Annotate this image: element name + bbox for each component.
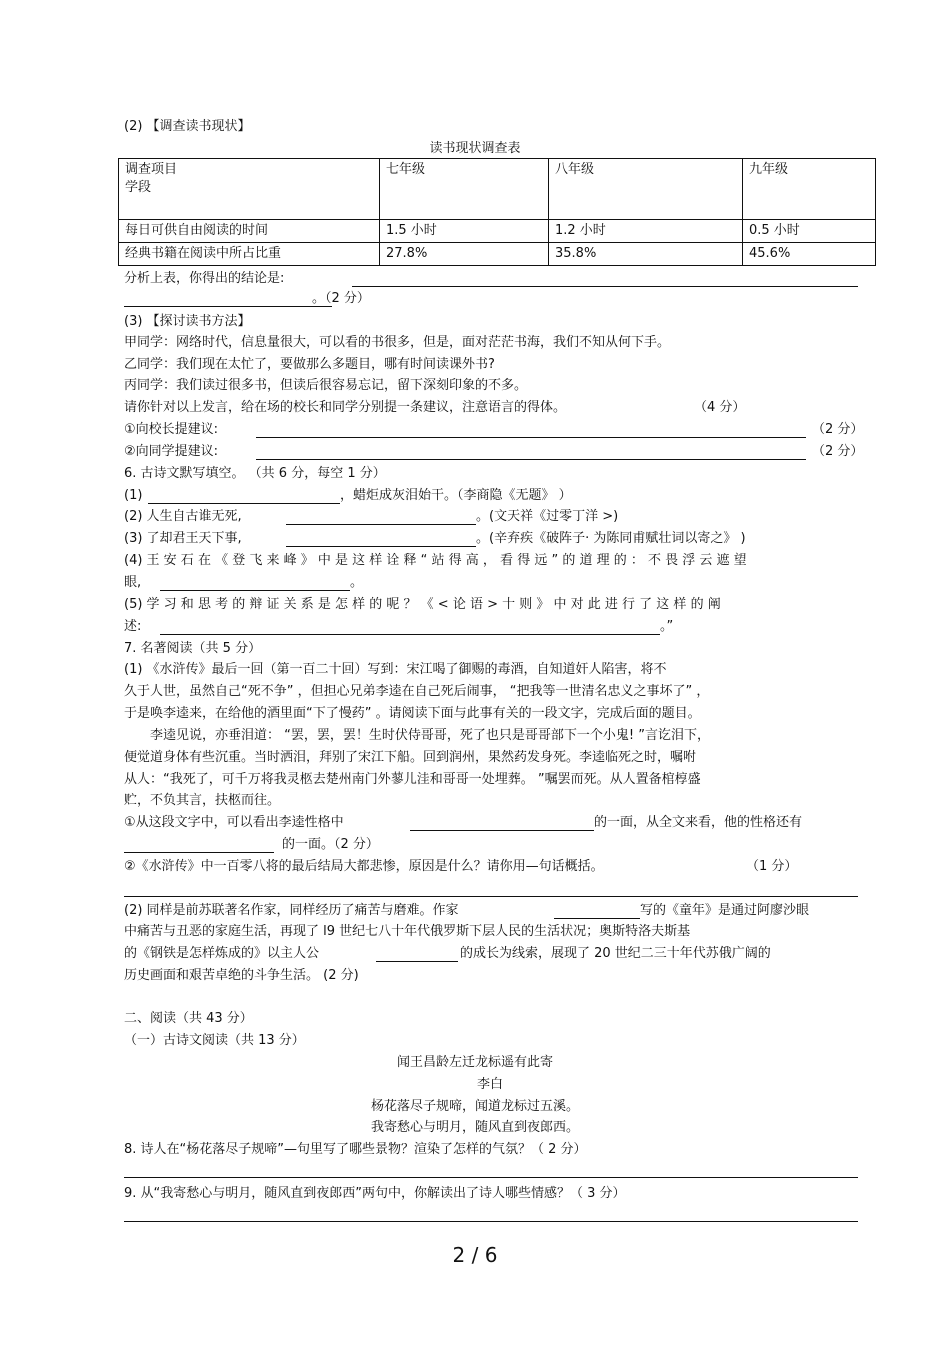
grade-8-header: 八年级 (549, 159, 743, 220)
reading-section-title: 二、阅读（共 43 分） (124, 1011, 253, 1026)
q6-2-source: 。(文天祥《过零丁洋 >) (476, 509, 619, 524)
q6-5-end: 。” (660, 619, 674, 634)
table-cell: 45.6% (743, 243, 876, 266)
grade-9-header: 九年级 (743, 159, 876, 220)
classmate-suggest-blank[interactable] (256, 459, 806, 460)
q7-1-intro-1: (1) 《水浒传》最后一回（第一百二十回）写到：宋江喝了御赐的毒酒，自知道奸人陷害，将不 (124, 662, 667, 677)
q6-1-text: ，蜡炬成灰泪始干。（李商隐《无题》 ） (340, 488, 572, 503)
student-c-remark: 丙同学：我们读过很多书，但读后很容易忘记，留下深刻印象的不多。 (124, 378, 528, 393)
header-grade-label: 学段 (125, 180, 152, 195)
q7-2-blank-hero[interactable] (376, 961, 458, 962)
q6-4-text: (4) 王 安 石 在 《 登 飞 来 峰 》 中 是 这 样 诠 释 “ 站 得 高 ， 看 得 远 ” 的 道 理 的 ： 不 畏 浮 云 遮 望 (124, 553, 747, 568)
q6-2-blank[interactable] (286, 524, 476, 525)
q6-3-source: 。(辛弃疾《破阵子· 为陈同甫赋壮词以寄之》 ) (476, 531, 746, 546)
q7-2-text-4: 的《钢铁是怎样炼成的》以主人公 (124, 946, 320, 961)
poem-title: 闻王昌龄左迁龙标遥有此寄 (396, 1055, 553, 1070)
q7-title: 7. 名著阅读（共 5 分） (124, 641, 262, 656)
suggest-prompt: 请你针对以上发言，给在场的校长和同学分别提一条建议，注意语言的得体。 (124, 400, 567, 415)
q9-answer-line[interactable] (124, 1221, 858, 1222)
q7-passage-1: 李逵见说，亦垂泪道： “罢，罢，罢！生时伏侍哥哥，死了也只是哥哥部下一个小鬼! ”言讫泪下， (150, 728, 710, 743)
q7-2-text-1: (2) 同样是前苏联著名作家，同样经历了痛苦与磨难。作家 (124, 903, 459, 918)
q7-2-blank-author[interactable] (554, 918, 640, 919)
row-label: 经典书籍在阅读中所占比重 (119, 243, 380, 266)
survey-section-title: (2) 【调查读书现状】 (124, 119, 251, 134)
student-a-remark: 甲同学：网络时代，信息量很大，可以看的书很多，但是，面对茫茫书海，我们不知从何下手。 (124, 335, 671, 350)
principal-suggest-label: ①向校长提建议: (124, 422, 219, 437)
principal-suggest-score: （2 分） (812, 422, 864, 437)
q6-5-text: (5) 学 习 和 思 考 的 辩 证 关 系 是 怎 样 的 呢 ？ 《 < 论 语 > 十 则 》 中 对 此 进 行 了 这 样 的 阐 (124, 597, 721, 612)
q6-5-blank[interactable] (160, 634, 660, 635)
q7-a2-score: （1 分） (746, 859, 798, 874)
table-cell: 35.8% (549, 243, 743, 266)
q7-a1-blank-2[interactable] (124, 852, 274, 853)
q7-passage-4: 贮，不负其言，扶柩而往。 (124, 793, 281, 808)
q7-passage-2: 便觉道身体有些沉重。当时洒泪，拜别了宋江下船。回到润州，果然药发身死。李逵临死之时，嘱咐 (124, 750, 697, 765)
classmate-suggest-score: （2 分） (812, 444, 864, 459)
q7-a2-answer-line[interactable] (124, 896, 858, 897)
q6-5-lead: 述: (124, 619, 142, 634)
survey-table (118, 158, 876, 266)
suggest-score: （4 分） (694, 400, 746, 415)
conclusion-score: 。（2 分） (312, 291, 370, 306)
q6-4-eye: 眼, (124, 575, 142, 590)
q6-2-text: (2) 人生自古谁无死, (124, 509, 242, 524)
q6-3-text: (3) 了却君王天下事, (124, 531, 242, 546)
conclusion-blank-1[interactable] (352, 286, 858, 287)
table-corner-cell (119, 159, 380, 220)
q8-text: 8. 诗人在“杨花落尽子规啼”—句里写了哪些景物？渲染了怎样的气氛？（ 2 分） (124, 1142, 587, 1157)
table-title: 读书现状调查表 (429, 141, 521, 156)
q7-2-text-2: 写的《童年》是通过阿廖沙眼 (640, 903, 810, 918)
q6-4-blank[interactable] (160, 590, 350, 591)
q6-1-number: (1) (124, 488, 143, 503)
q7-a2-text: ②《水浒传》中一百零八将的最后结局大都悲惨，原因是什么？请你用—句话概括。 (124, 859, 604, 874)
table-row (119, 243, 876, 266)
principal-suggest-blank[interactable] (256, 437, 806, 438)
q7-2-text-3: 中痛苦与丑恶的家庭生活，再现了 l9 世纪七八十年代俄罗斯下层人民的生活状况；奥斯特洛夫斯基 (124, 924, 691, 939)
q7-passage-3: 从人：“我死了，可千万将我灵柩去楚州南门外蓼儿洼和哥哥一处埋葬。 ”嘱罢而死。从人置备棺椁盛 (124, 772, 701, 787)
q6-title: 6. 古诗文默写填空。 （共 6 分，每空 1 分） (124, 466, 386, 481)
q6-3-blank[interactable] (286, 546, 476, 547)
table-cell: 27.8% (380, 243, 549, 266)
q7-a1-end: 的一面。（2 分） (282, 837, 379, 852)
poem-line-1: 杨花落尽子规啼，闻道龙标过五溪。 (370, 1099, 579, 1114)
table-cell: 0.5 小时 (743, 220, 876, 243)
conclusion-blank-2[interactable] (124, 306, 332, 307)
header-item-label: 调查项目 (125, 162, 178, 177)
q6-1-blank[interactable] (148, 503, 340, 504)
q7-a1-blank-1[interactable] (410, 830, 594, 831)
q7-2-text-6: 历史画面和艰苦卓绝的斗争生活。 (2 分) (124, 968, 359, 983)
q7-a1-text: ①从这段文字中，可以看出李逵性格中 (124, 815, 344, 830)
table-cell: 1.5 小时 (380, 220, 549, 243)
q6-4-end: 。 (350, 575, 364, 590)
poem-line-2: 我寄愁心与明月，随风直到夜郎西。 (370, 1120, 579, 1135)
q8-answer-line[interactable] (124, 1177, 858, 1178)
q9-text: 9. 从“我寄愁心与明月，随风直到夜郎西”两句中，你解读出了诗人哪些情感？（ 3 分） (124, 1186, 626, 1201)
page-number: 2 / 6 (452, 1243, 498, 1267)
student-b-remark: 乙同学：我们现在太忙了，要做那么多题目，哪有时间读课外书? (124, 357, 495, 372)
ancient-poetry-title: （一）古诗文阅读（共 13 分） (124, 1033, 305, 1048)
grade-7-header: 七年级 (380, 159, 549, 220)
q7-1-intro-3: 于是唤李逵来，在给他的酒里面“下了慢药” 。请阅读下面与此事有关的一段文字，完成后面的题目。 (124, 706, 701, 721)
q7-1-intro-2: 久于人世，虽然自己“死不争” ，但担心兄弟李逵在自己死后闹事， “把我等一世清名忠义之事坏了” ， (124, 684, 710, 699)
q7-a1-text-2: 的一面，从全文来看，他的性格还有 (594, 815, 803, 830)
table-cell: 1.2 小时 (549, 220, 743, 243)
q7-2-text-5: 的成长为线索，展现了 20 世纪二三十年代苏俄广阔的 (460, 946, 771, 961)
table-header-row (119, 159, 876, 220)
table-row (119, 220, 876, 243)
classmate-suggest-label: ②向同学提建议: (124, 444, 219, 459)
row-label: 每日可供自由阅读的时间 (119, 220, 380, 243)
conclusion-prompt: 分析上表，你得出的结论是: (124, 271, 285, 286)
method-section-title: (3) 【探讨读书方法】 (124, 314, 251, 329)
poem-author: 李白 (476, 1077, 503, 1092)
